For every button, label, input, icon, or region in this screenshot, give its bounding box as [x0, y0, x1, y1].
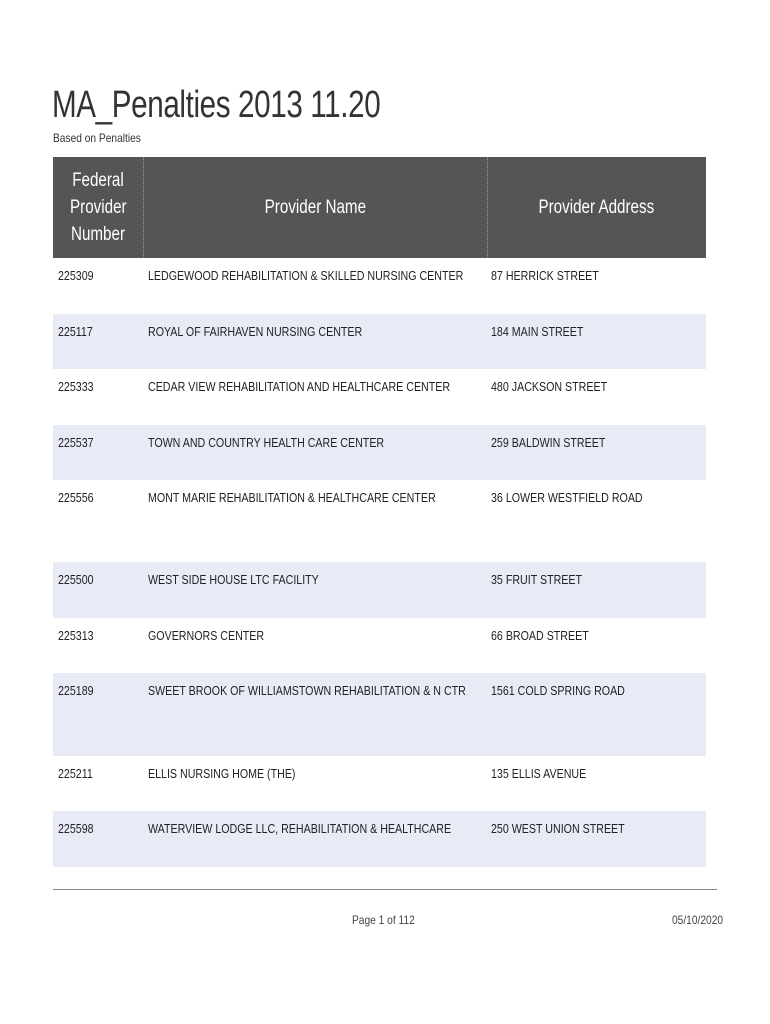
cell-provider-name: TOWN AND COUNTRY HEALTH CARE CENTER — [148, 435, 385, 450]
cell-provider-address: 66 BROAD STREET — [491, 628, 589, 643]
page-subtitle: Based on Penalties — [53, 131, 141, 145]
page-number: Page 1 of 112 — [352, 913, 415, 927]
cell-provider-address: 87 HERRICK STREET — [491, 268, 599, 283]
cell-provider-address: 135 ELLIS AVENUE — [491, 766, 587, 781]
cell-provider-number: 225500 — [58, 572, 94, 587]
cell-provider-number: 225117 — [58, 324, 93, 339]
footer-date: 05/10/2020 — [672, 913, 724, 927]
cell-provider-number: 225537 — [58, 435, 94, 450]
cell-provider-name: ELLIS NURSING HOME (THE) — [148, 766, 296, 781]
table-row — [53, 369, 706, 425]
cell-provider-number: 225313 — [58, 628, 94, 643]
cell-provider-name: GOVERNORS CENTER — [148, 628, 265, 643]
cell-provider-address: 259 BALDWIN STREET — [491, 435, 606, 450]
cell-provider-number: 225598 — [58, 821, 94, 836]
cell-provider-address: 1561 COLD SPRING ROAD — [491, 683, 625, 698]
table-header — [53, 157, 706, 258]
cell-provider-name: WEST SIDE HOUSE LTC FACILITY — [148, 572, 319, 587]
cell-provider-name: SWEET BROOK OF WILLIAMSTOWN REHABILITATION & N CTR — [148, 683, 466, 698]
cell-provider-address: 480 JACKSON STREET — [491, 379, 608, 394]
footer-divider — [53, 889, 717, 890]
cell-provider-address: 36 LOWER WESTFIELD ROAD — [491, 490, 643, 505]
cell-provider-number: 225556 — [58, 490, 94, 505]
table-row — [53, 618, 706, 673]
cell-provider-number: 225333 — [58, 379, 94, 394]
table-row — [53, 425, 706, 480]
cell-provider-address: 250 WEST UNION STREET — [491, 821, 625, 836]
page-title: MA_Penalties 2013 11.20 — [52, 84, 381, 126]
cell-provider-number: 225309 — [58, 268, 94, 283]
table-row — [53, 811, 706, 867]
cell-provider-number: 225211 — [58, 766, 93, 781]
cell-provider-name: ROYAL OF FAIRHAVEN NURSING CENTER — [148, 324, 363, 339]
cell-provider-name: CEDAR VIEW REHABILITATION AND HEALTHCARE CENTER — [148, 379, 451, 394]
cell-provider-name: LEDGEWOOD REHABILITATION & SKILLED NURSING CENTER — [148, 268, 464, 283]
table-row — [53, 673, 706, 756]
cell-provider-name: WATERVIEW LODGE LLC, REHABILITATION & HEALTHCARE — [148, 821, 452, 836]
header-provider-address: Provider Address — [538, 197, 655, 218]
cell-provider-number: 225189 — [58, 683, 94, 698]
table-row — [53, 756, 706, 811]
header-federal-provider-number: Federal Provider Number — [70, 170, 127, 245]
header-provider-name: Provider Name — [264, 197, 366, 218]
table-row — [53, 258, 706, 314]
cell-provider-name: MONT MARIE REHABILITATION & HEALTHCARE CENTER — [148, 490, 436, 505]
table-row — [53, 562, 706, 618]
penalties-table — [53, 157, 706, 867]
table-row — [53, 480, 706, 562]
cell-provider-address: 184 MAIN STREET — [491, 324, 584, 339]
cell-provider-address: 35 FRUIT STREET — [491, 572, 583, 587]
table-row — [53, 314, 706, 369]
